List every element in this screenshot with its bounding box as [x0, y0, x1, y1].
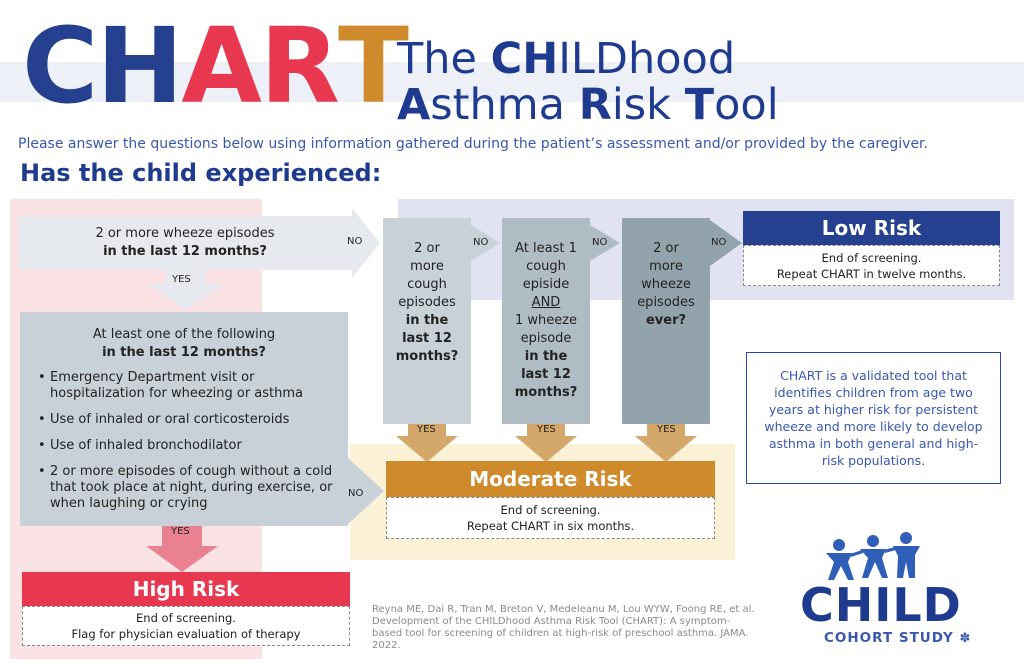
question-wheeze-12mo — [18, 216, 352, 270]
chart-info-box: CHART is a validated tool that identifies children from age two years at higher risk for persistent wheeze and more likely to develop asthma in both general and high-risk populations. — [746, 352, 1001, 484]
cohort-study-text — [824, 630, 971, 646]
q1-line2: in the last 12 months? — [103, 244, 267, 259]
logo-letter-h: H — [96, 5, 182, 127]
child-logo-text: CHILD — [800, 578, 962, 632]
question-heading: Has the child experienced: — [20, 159, 382, 187]
c1-text: episodes — [398, 295, 456, 310]
c2-text: At least 1 — [515, 241, 577, 256]
c1-text: more — [410, 259, 444, 274]
low-risk-body — [743, 245, 1000, 286]
c3-text: ever? — [645, 313, 687, 328]
maple-leaf-icon: ✽ — [959, 631, 972, 646]
citation: Reyna ME, Dai R, Tran M, Breton V, Medeleanu M, Lou WYW, Foong RE, et al. Development of the CHILDhood Asthma Risk Tool (CHART): A symptom-based tool for screening of children at high-risk of preschool asthma. JAMA. 2022. — [372, 604, 755, 651]
high-risk-body — [22, 606, 350, 646]
q2-no-label: NO — [348, 488, 364, 499]
q2-head1: At least one of the following — [92, 327, 276, 342]
c1-text: months? — [395, 349, 459, 364]
c2-no-label: NO — [592, 237, 608, 248]
subtitle-text: sthma — [430, 80, 579, 130]
logo-letter-r: R — [259, 5, 338, 127]
c1-text: last 12 — [402, 331, 452, 346]
c3-text: wheeze — [641, 277, 691, 292]
c3-no-label: NO — [711, 237, 727, 248]
c1-text: cough — [407, 277, 447, 292]
question-symptoms-12mo — [20, 312, 348, 526]
c1-text: in the — [405, 313, 449, 328]
q2-head2: in the last 12 months? — [102, 345, 266, 360]
c2-text: AND — [531, 295, 561, 310]
q1-yes-label: YES — [172, 274, 191, 285]
q2-heading — [20, 326, 348, 362]
subtitle-text: isk — [611, 80, 685, 130]
c2-text: episide — [522, 277, 570, 292]
intro-text: Please answer the questions below using information gathered during the patient’s assessment and/or provided by the caregiver. — [18, 136, 928, 152]
high-risk-title: High Risk — [22, 572, 350, 606]
question-cough-and-wheeze-12mo — [502, 218, 590, 424]
q2-list — [20, 370, 348, 522]
c2-text: in the — [524, 349, 568, 364]
subtitle-text: T — [684, 80, 715, 130]
c2-yes-label: YES — [537, 424, 556, 435]
low-risk-line2: Repeat CHART in twelve months. — [776, 266, 967, 281]
moderate-risk-title: Moderate Risk — [386, 461, 715, 497]
child-figures-icon — [826, 532, 920, 580]
c3-yes-label: YES — [657, 424, 676, 435]
c3-text: 2 or — [653, 241, 679, 256]
q1-no-label: NO — [347, 236, 363, 247]
list-item: • Use of inhaled or oral corticosteroids — [50, 412, 348, 428]
c1-no-label: NO — [473, 237, 489, 248]
list-item: • Emergency Department visit or hospitalization for wheezing or asthma — [50, 370, 348, 402]
high-risk-line1: End of screening. — [136, 611, 236, 625]
moderate-risk-line1: End of screening. — [500, 503, 601, 517]
c2-text: last 12 — [521, 367, 571, 382]
question-cough-12mo — [383, 218, 471, 424]
logo-letter-c: C — [22, 5, 97, 127]
subtitle-text: ILDhood — [558, 34, 736, 84]
cohort-study-label: COHORT STUDY — [824, 630, 954, 646]
moderate-risk-line2: Repeat CHART in six months. — [466, 519, 635, 533]
c2-text: 1 wheeze — [514, 313, 578, 328]
list-item: • Use of inhaled bronchodilator — [50, 438, 348, 454]
c3-text: episodes — [637, 295, 695, 310]
c2-text: months? — [514, 385, 578, 400]
low-risk-title: Low Risk — [743, 211, 1000, 245]
subtitle-text: The — [397, 34, 491, 84]
moderate-risk-body — [386, 497, 715, 539]
c2-text: episode — [520, 331, 572, 346]
logo-letter-t: T — [337, 5, 407, 127]
c1-yes-label: YES — [417, 424, 436, 435]
q2-yes-label: YES — [171, 526, 190, 537]
c2-text: cough — [526, 259, 566, 274]
subtitle-text: CH — [490, 34, 559, 84]
logo-letter-a: A — [181, 5, 260, 127]
subtitle-text: A — [397, 80, 431, 130]
high-risk-line2: Flag for physician evaluation of therapy — [71, 627, 301, 641]
question-wheeze-ever — [622, 218, 710, 424]
c1-text: 2 or — [414, 241, 440, 256]
q1-line1: 2 or more wheeze episodes — [95, 226, 275, 241]
subtitle-text: ool — [714, 80, 779, 130]
list-item: • 2 or more episodes of cough without a cold that took place at night, during exercise, or when laughing or crying — [50, 464, 348, 512]
c3-text: more — [649, 259, 683, 274]
subtitle-text: R — [578, 80, 612, 130]
low-risk-line1: End of screening. — [821, 250, 922, 265]
